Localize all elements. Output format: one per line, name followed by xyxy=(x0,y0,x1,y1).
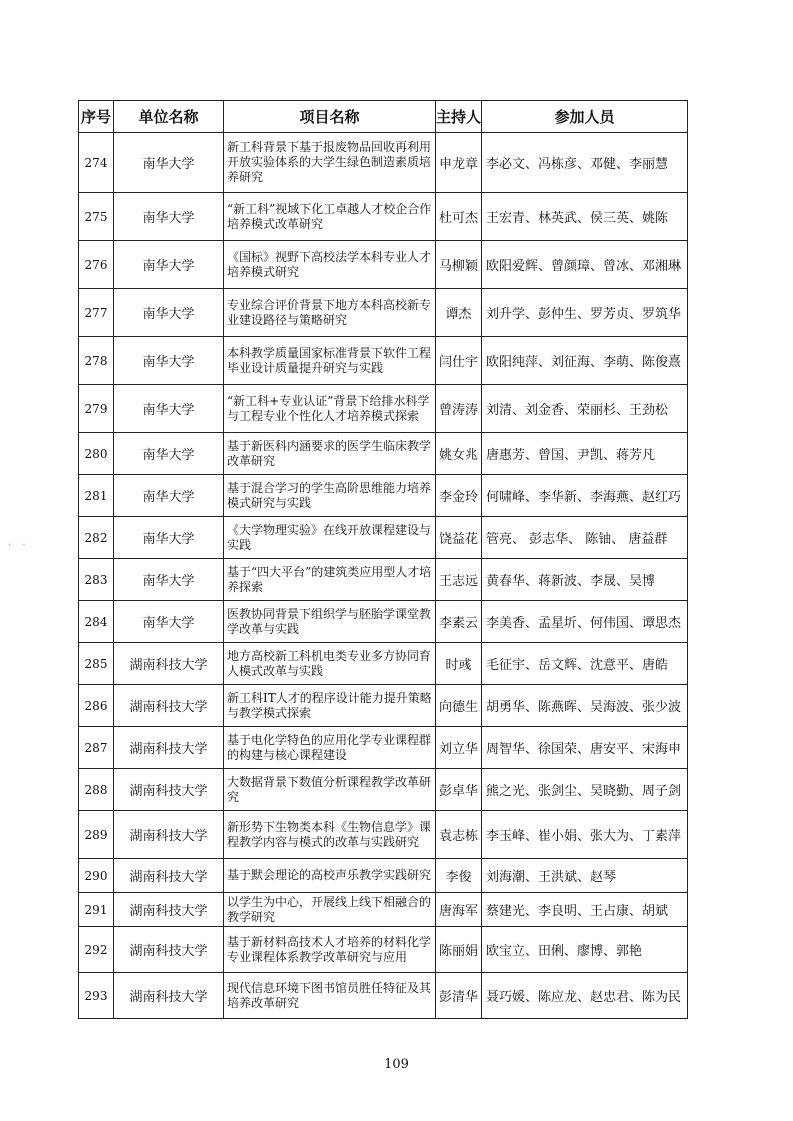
table-row xyxy=(79,433,688,475)
member-list: 聂巧媛、陈应龙、赵忠君、陈为民 xyxy=(482,973,688,1019)
table-row xyxy=(79,337,688,385)
unit-name: 南华大学 xyxy=(114,385,224,433)
project-name: “新工科”视域下化工卓越人才校企合作培养模式改革研究 xyxy=(224,193,436,241)
row-number: 285 xyxy=(79,643,114,685)
table-row xyxy=(79,193,688,241)
project-name: 现代信息环境下图书馆员胜任特征及其培养改革研究 xyxy=(224,973,436,1019)
project-name: 大数据背景下数值分析课程教学改革研究 xyxy=(224,769,436,811)
project-name: 地方高校新工科机电类专业多方协同育人模式改革与实践 xyxy=(224,643,436,685)
table-row xyxy=(79,289,688,337)
member-list: 欧阳爱辉、曾颜璋、曾冰、邓湘琳 xyxy=(482,241,688,289)
table-row xyxy=(79,241,688,289)
row-number: 279 xyxy=(79,385,114,433)
unit-name: 南华大学 xyxy=(114,241,224,289)
member-list: 毛征宇、岳文辉、沈意平、唐皓 xyxy=(482,643,688,685)
row-number: 288 xyxy=(79,769,114,811)
member-list: 蔡建光、李良明、王占康、胡斌 xyxy=(482,893,688,927)
header-project: 项目名称 xyxy=(224,101,436,133)
table-row xyxy=(79,685,688,727)
project-name: 医教协同背景下组织学与胚胎学课堂教学改革与实践 xyxy=(224,601,436,643)
table-row xyxy=(79,769,688,811)
row-number: 277 xyxy=(79,289,114,337)
host-name: 曾涛涛 xyxy=(436,385,482,433)
table-row xyxy=(79,559,688,601)
member-list: 刘升学、彭仲生、罗芳贞、罗筑华 xyxy=(482,289,688,337)
member-list: 胡勇华、陈燕晖、吴海波、张少波 xyxy=(482,685,688,727)
member-list: 管亮、 彭志华、 陈铀、 唐益群 xyxy=(482,517,688,559)
project-name: 新工科背景下基于报废物品回收再利用开放实验体系的大学生绿色制造素质培养研究 xyxy=(224,133,436,193)
table-row xyxy=(79,601,688,643)
unit-name: 湖南科技大学 xyxy=(114,685,224,727)
unit-name: 南华大学 xyxy=(114,337,224,385)
unit-name: 南华大学 xyxy=(114,517,224,559)
unit-name: 湖南科技大学 xyxy=(114,927,224,973)
host-name: 彭清华 xyxy=(436,973,482,1019)
table-header-row xyxy=(79,101,688,133)
table-body xyxy=(79,133,688,1019)
table-row xyxy=(79,475,688,517)
host-name: 李素云 xyxy=(436,601,482,643)
scan-artifact: · · xyxy=(8,540,30,551)
unit-name: 南华大学 xyxy=(114,475,224,517)
member-list: 王宏青、林英武、侯三英、姚陈 xyxy=(482,193,688,241)
unit-name: 南华大学 xyxy=(114,133,224,193)
table-row xyxy=(79,133,688,193)
member-list: 黄春华、蒋新波、李晟、吴博 xyxy=(482,559,688,601)
unit-name: 南华大学 xyxy=(114,433,224,475)
host-name: 谭杰 xyxy=(436,289,482,337)
project-name: 基于混合学习的学生高阶思维能力培养模式研究与实践 xyxy=(224,475,436,517)
member-list: 熊之光、张剑尘、吴晓勤、周子剑 xyxy=(482,769,688,811)
member-list: 李玉峰、崔小娟、张大为、丁素萍 xyxy=(482,811,688,859)
row-number: 274 xyxy=(79,133,114,193)
project-name: 基于新医科内涵要求的医学生临床教学改革研究 xyxy=(224,433,436,475)
header-no: 序号 xyxy=(79,101,114,133)
table-row xyxy=(79,893,688,927)
row-number: 278 xyxy=(79,337,114,385)
table-row xyxy=(79,643,688,685)
project-name: 《国标》视野下高校法学本科专业人才培养模式研究 xyxy=(224,241,436,289)
member-list: 唐惠芳、曾国、尹凯、蒋芳凡 xyxy=(482,433,688,475)
unit-name: 南华大学 xyxy=(114,289,224,337)
row-number: 290 xyxy=(79,859,114,893)
unit-name: 南华大学 xyxy=(114,193,224,241)
unit-name: 湖南科技大学 xyxy=(114,811,224,859)
project-name: “新工科+专业认证”背景下给排水科学与工程专业个性化人才培养模式探索 xyxy=(224,385,436,433)
member-list: 周智华、徐国荣、唐安平、宋海申 xyxy=(482,727,688,769)
project-name: 以学生为中心，开展线上线下相融合的教学研究 xyxy=(224,893,436,927)
host-name: 刘立华 xyxy=(436,727,482,769)
header-host: 主持人 xyxy=(436,101,482,133)
unit-name: 南华大学 xyxy=(114,601,224,643)
unit-name: 湖南科技大学 xyxy=(114,769,224,811)
host-name: 闫仕宇 xyxy=(436,337,482,385)
table-row xyxy=(79,811,688,859)
table-row xyxy=(79,727,688,769)
member-list: 刘清、刘金香、荣丽杉、王劲松 xyxy=(482,385,688,433)
host-name: 饶益花 xyxy=(436,517,482,559)
host-name: 陈丽娟 xyxy=(436,927,482,973)
member-list: 欧阳纯萍、刘征海、李萌、陈俊熹 xyxy=(482,337,688,385)
table-row xyxy=(79,517,688,559)
unit-name: 湖南科技大学 xyxy=(114,893,224,927)
host-name: 马柳颖 xyxy=(436,241,482,289)
row-number: 292 xyxy=(79,927,114,973)
row-number: 282 xyxy=(79,517,114,559)
row-number: 276 xyxy=(79,241,114,289)
project-table xyxy=(78,100,688,1019)
project-name: 基于电化学特色的应用化学专业课程群的构建与核心课程建设 xyxy=(224,727,436,769)
member-list: 何啸峰、李华新、李海燕、赵红巧 xyxy=(482,475,688,517)
table-row xyxy=(79,385,688,433)
member-list: 欧宝立、田俐、廖博、郭艳 xyxy=(482,927,688,973)
row-number: 291 xyxy=(79,893,114,927)
project-name: 新形势下生物类本科《生物信息学》课程教学内容与模式的改革与实践研究 xyxy=(224,811,436,859)
host-name: 李金玲 xyxy=(436,475,482,517)
host-name: 向德生 xyxy=(436,685,482,727)
row-number: 286 xyxy=(79,685,114,727)
row-number: 293 xyxy=(79,973,114,1019)
member-list: 李美香、孟星圻、何伟国、谭思杰 xyxy=(482,601,688,643)
unit-name: 湖南科技大学 xyxy=(114,643,224,685)
table-row xyxy=(79,859,688,893)
host-name: 袁志栋 xyxy=(436,811,482,859)
host-name: 姚女兆 xyxy=(436,433,482,475)
row-number: 289 xyxy=(79,811,114,859)
page-number: 109 xyxy=(384,1057,409,1072)
project-name: 基于默会理论的高校声乐教学实践研究 xyxy=(224,859,436,893)
host-name: 申龙章 xyxy=(436,133,482,193)
host-name: 李俊 xyxy=(436,859,482,893)
host-name: 杜可杰 xyxy=(436,193,482,241)
member-list: 刘海潮、王洪斌、赵琴 xyxy=(482,859,688,893)
header-members: 参加人员 xyxy=(482,101,688,133)
header-unit: 单位名称 xyxy=(114,101,224,133)
unit-name: 南华大学 xyxy=(114,559,224,601)
host-name: 王志远 xyxy=(436,559,482,601)
project-name: 专业综合评价背景下地方本科高校新专业建设路径与策略研究 xyxy=(224,289,436,337)
row-number: 283 xyxy=(79,559,114,601)
row-number: 287 xyxy=(79,727,114,769)
unit-name: 湖南科技大学 xyxy=(114,727,224,769)
project-name: 基于新材料高技术人才培养的材料化学专业课程体系教学改革研究与应用 xyxy=(224,927,436,973)
host-name: 唐海军 xyxy=(436,893,482,927)
row-number: 280 xyxy=(79,433,114,475)
project-name: 新工科IT人才的程序设计能力提升策略与教学模式探索 xyxy=(224,685,436,727)
host-name: 时彧 xyxy=(436,643,482,685)
project-name: 基于“四大平台”的建筑类应用型人才培养探索 xyxy=(224,559,436,601)
row-number: 284 xyxy=(79,601,114,643)
unit-name: 湖南科技大学 xyxy=(114,859,224,893)
project-name: 《大学物理实验》在线开放课程建设与实践 xyxy=(224,517,436,559)
project-name: 本科教学质量国家标准背景下软件工程毕业设计质量提升研究与实践 xyxy=(224,337,436,385)
row-number: 281 xyxy=(79,475,114,517)
table-row xyxy=(79,973,688,1019)
row-number: 275 xyxy=(79,193,114,241)
host-name: 彭卓华 xyxy=(436,769,482,811)
table-row xyxy=(79,927,688,973)
member-list: 李必文、冯栋彦、邓健、李丽慧 xyxy=(482,133,688,193)
unit-name: 湖南科技大学 xyxy=(114,973,224,1019)
